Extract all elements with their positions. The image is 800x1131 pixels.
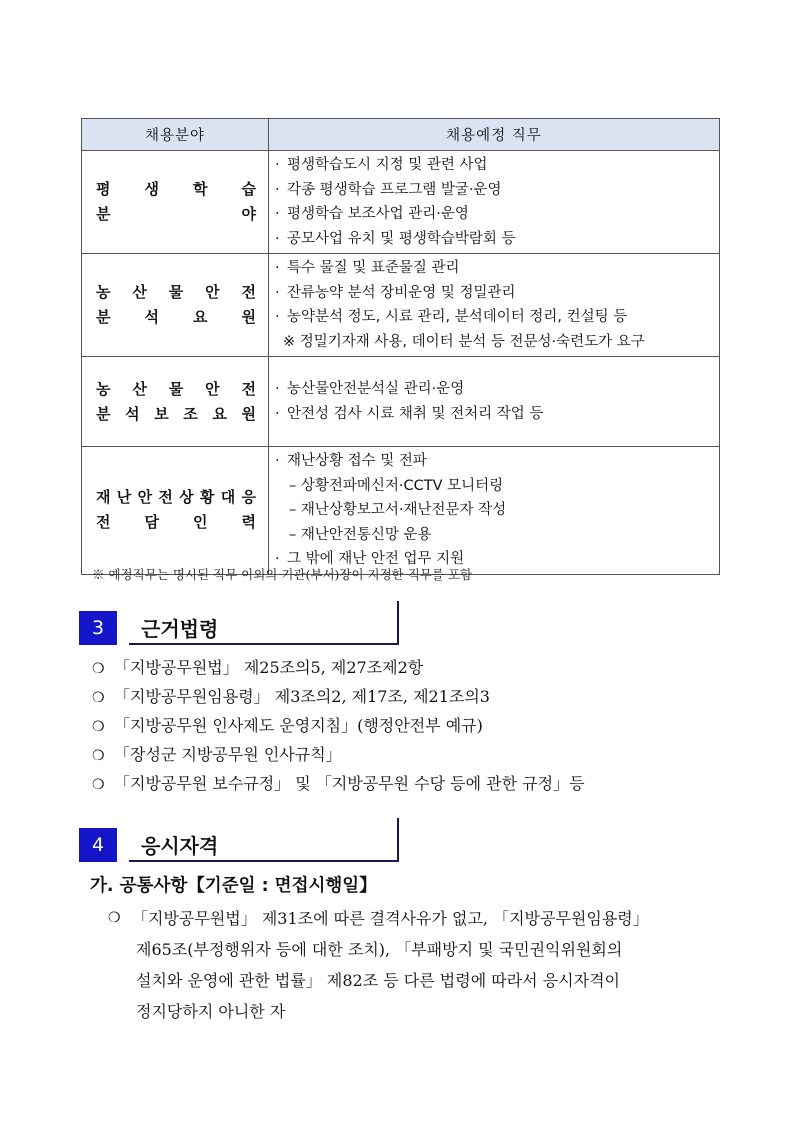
field-char: 황 (199, 488, 215, 507)
paragraph-line: 정지당하지 아니한 자 (136, 1002, 286, 1021)
duty-text: 잔류농약 분석 장비운영 및 정밀관리 (287, 284, 516, 301)
duty-item (275, 377, 715, 402)
duty-text: 안전성 검사 시료 채취 및 전처리 작업 등 (287, 405, 544, 422)
field-line (82, 305, 268, 330)
law-text: 「지방공무원 인사제도 운영지침」(행정안전부 예규) (114, 716, 483, 735)
bullet-dot-icon: · (275, 309, 280, 325)
table-row (82, 357, 720, 447)
field-char: 요 (212, 404, 227, 423)
law-text: 「지방공무원법」 제25조의5, 제27조제2항 (114, 658, 424, 677)
field-char: 조 (183, 404, 198, 423)
duty-text: 그 밖에 재난 안전 업무 지원 (287, 551, 465, 567)
field-char: 요 (193, 308, 208, 326)
law-text: 「장성군 지방공무원 인사규칙」 (114, 745, 342, 764)
field-char: 석 (144, 308, 159, 326)
table-row (82, 447, 720, 575)
duty-item (275, 330, 715, 355)
duty-item (275, 474, 715, 499)
field-char: 습 (241, 180, 256, 198)
duty-text: – 재난상황보고서·재난전문자 작성 (289, 502, 507, 518)
field-char: 분 (96, 308, 111, 326)
duty-item (275, 178, 715, 203)
duty-item (275, 227, 715, 252)
field-char: 학 (193, 180, 208, 198)
duty-item (275, 498, 715, 523)
field-char: 야 (241, 205, 256, 223)
field-line (82, 402, 268, 427)
duty-item (275, 523, 715, 548)
field-char: 농 (96, 283, 111, 301)
table-row (82, 151, 720, 254)
field-line (82, 202, 268, 227)
field-char: 물 (168, 379, 184, 398)
duty-text: 평생학습도시 지정 및 관련 사업 (287, 157, 488, 173)
field-char: 난 (116, 488, 132, 507)
field-line (82, 377, 268, 402)
duty-item (275, 153, 715, 178)
section-number-badge: 3 (79, 611, 117, 645)
duty-text: 특수 물질 및 표준물질 관리 (287, 260, 460, 276)
duty-item (275, 202, 715, 227)
field-line (82, 177, 268, 202)
field-line (82, 485, 268, 510)
field-cell (82, 447, 269, 575)
field-char: 안 (205, 283, 220, 301)
duty-item (275, 449, 715, 474)
table-footnote: ※ 예정직무는 명시된 직무 이외의 기관(부서)장이 지정한 직무를 포함 (92, 567, 473, 582)
duty-item (275, 281, 715, 306)
duty-text: ※ 정밀기자재 사용, 데이터 분석 등 전문성·숙련도가 요구 (283, 333, 645, 350)
duty-text: 농산물안전분석실 관리·운영 (287, 381, 465, 397)
duty-text: 평생학습 보조사업 관리·운영 (287, 206, 469, 222)
field-char: 안 (137, 488, 153, 507)
field-char: 산 (132, 283, 147, 301)
field-char: 력 (241, 513, 256, 532)
circle-bullet-icon: ❍ (108, 910, 121, 926)
field-line (82, 510, 268, 535)
bullet-dot-icon: · (275, 284, 280, 301)
field-char: 재 (96, 488, 111, 507)
field-char: 평 (96, 180, 111, 198)
field-char: 석 (125, 404, 140, 423)
section-3-header (79, 611, 399, 645)
field-cell (82, 254, 269, 357)
section-title: 응시자격 (141, 834, 219, 858)
duty-item (275, 305, 715, 330)
paragraph-line: 제65조(부정행위자 등에 대한 조치), 「부패방지 및 국민권익위원회의 (136, 940, 623, 959)
field-char: 대 (220, 488, 236, 507)
duty-text: 재난상황 접수 및 전파 (287, 453, 427, 469)
duty-text: – 재난안전통신망 운용 (289, 526, 432, 543)
duties-cell (269, 254, 720, 357)
field-char: 전 (96, 513, 111, 532)
field-cell (82, 357, 269, 447)
bullet-dot-icon: · (275, 181, 280, 198)
bullet-dot-icon: · (275, 206, 280, 222)
circle-bullet-icon: ❍ (92, 661, 105, 677)
law-text: 「지방공무원임용령」 제3조의2, 제17조, 제21조의3 (114, 687, 490, 706)
law-item (92, 683, 490, 712)
circle-bullet-icon: ❍ (92, 748, 105, 764)
field-char: 보 (154, 404, 169, 423)
field-char: 응 (241, 488, 256, 507)
field-char: 인 (193, 513, 208, 532)
bullet-dot-icon: · (275, 157, 280, 173)
header-field: 채용분야 (82, 119, 269, 151)
field-char: 담 (144, 513, 159, 532)
field-char: 분 (96, 205, 111, 223)
field-cell (82, 151, 269, 254)
duties-cell (269, 447, 720, 575)
law-item (92, 770, 585, 799)
section-4-header (79, 828, 399, 862)
field-char: 상 (179, 488, 194, 507)
duties-cell (269, 357, 720, 447)
field-char: 안 (205, 379, 220, 398)
paragraph-line: 「지방공무원법」 제31조에 따른 결격사유가 없고, 「지방공무원임용령」 (132, 909, 649, 928)
law-text: 「지방공무원 보수규정」 및 「지방공무원 수당 등에 관한 규정」등 (114, 774, 585, 793)
duty-text: 농약분석 정도, 시료 관리, 분석데이터 정리, 컨설팅 등 (287, 309, 628, 325)
header-duties: 채용예정 직무 (269, 119, 720, 151)
duty-text: – 상황전파메신저·CCTV 모니터링 (289, 477, 504, 494)
law-item (92, 654, 423, 683)
section-title: 근거법령 (141, 617, 219, 641)
duty-text: 각종 평생학습 프로그램 발굴·운영 (287, 181, 502, 198)
circle-bullet-icon: ❍ (92, 719, 105, 735)
field-line (82, 280, 268, 305)
duties-cell (269, 151, 720, 254)
circle-bullet-icon: ❍ (92, 690, 105, 706)
duty-item (275, 402, 715, 427)
duty-item (275, 256, 715, 281)
duty-text: 공모사업 유치 및 평생학습박람회 등 (287, 230, 516, 247)
field-char: 전 (241, 283, 256, 301)
bullet-dot-icon: · (275, 381, 280, 397)
field-char: 분 (96, 404, 111, 423)
field-char: 원 (241, 404, 256, 423)
field-char: 물 (168, 283, 184, 301)
field-char: 전 (158, 488, 173, 507)
paragraph-line: 설치와 운영에 관한 법률」 제82조 등 다른 법령에 따라서 응시자격이 (136, 971, 620, 990)
field-char: 생 (144, 180, 159, 198)
bullet-dot-icon: · (275, 551, 280, 567)
bullet-dot-icon: · (275, 453, 280, 469)
field-char: 원 (241, 308, 256, 326)
job-table (81, 118, 720, 575)
field-char: 전 (241, 379, 256, 398)
table-row (82, 254, 720, 357)
law-item (92, 712, 483, 741)
circle-bullet-icon: ❍ (92, 777, 105, 793)
section-number-badge: 4 (79, 828, 117, 862)
qualification-paragraph (108, 903, 728, 1027)
field-char: 산 (132, 379, 147, 398)
subheading-common: 가. 공통사항【기준일 : 면접시행일】 (90, 876, 377, 896)
field-char: 농 (96, 379, 111, 398)
law-item (92, 741, 342, 770)
bullet-dot-icon: · (275, 260, 280, 276)
bullet-dot-icon: · (275, 405, 280, 422)
bullet-dot-icon: · (275, 230, 280, 247)
